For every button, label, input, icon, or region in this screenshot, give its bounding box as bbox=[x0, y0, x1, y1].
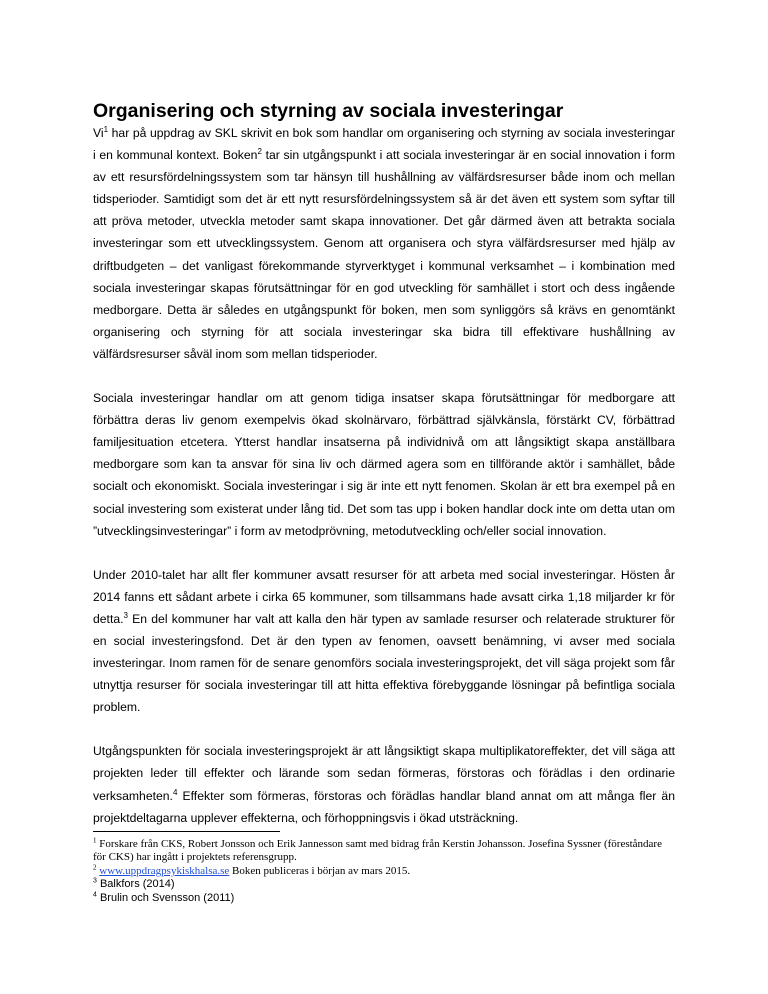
footnote-1 bbox=[93, 838, 675, 865]
footnote-2 bbox=[93, 865, 675, 878]
footnote-number: 2 bbox=[93, 863, 97, 872]
footnote-text: Brulin och Svensson (2011) bbox=[99, 891, 235, 904]
paragraph-text: har på uppdrag av SKL skrivit en bok som handlar om organisering och styrning av sociala investeringar i en kommunal kontext. Boken bbox=[93, 126, 675, 163]
footnote-number: 3 bbox=[93, 877, 97, 885]
paragraph-text: Under 2010-talet har allt fler kommuner avsatt resurser för att arbeta med social investeringar. Hösten år 2014 fanns ett sådant arbete i cirka 65 kommuner, som tillsammans hade avsatt cirka 1,18 miljarder kr för detta. bbox=[93, 567, 675, 626]
footnote-ref-2: 2 bbox=[257, 147, 262, 157]
paragraph-text: Vi bbox=[93, 126, 104, 140]
footnotes-section bbox=[93, 831, 675, 905]
paragraph-text: En del kommuner har valt att kalla den här typen av samlade resurser och relaterade strukturer för en social investeringsfond. Det är den typen av fenomen, oavsett benämning, vi avser med sociala investeringar. Inom ramen för de senare genomförs sociala investeringsprojekt, det vill säga projekt som får utnyttja resurser för sociala investeringar till att hitta effektiva förebyggande lösningar på befintliga sociala problem. bbox=[93, 611, 675, 715]
footnote-divider bbox=[93, 831, 280, 832]
paragraph-4 bbox=[93, 740, 675, 828]
footnote-ref-3: 3 bbox=[123, 610, 128, 620]
footnote-3 bbox=[93, 878, 675, 891]
paragraph-2: Sociala investeringar handlar om att genom tidiga insatser skapa förutsättningar för medborgare att förbättra deras liv genom exempelvis ökad skolnärvaro, förbättrad självkänsla, förstärkt CV, förbättrad familjesituation etcetera. Ytterst handlar insatserna på individnivå om att långsiktigt skapa anställbara medborgare som kan ta ansvar för sina liv och därmed agera som en tillförande aktör i samhället, både socialt och ekonomiskt. Sociala investeringar i sig är inte ett nytt fenomen. Skolan är ett bra exempel på en social investering som existerat under lång tid. Det som tas upp i boken handlar dock inte om detta utan om ”utvecklingsinvesteringar” i form av metodprövning, metodutveckling och/eller social innovation. bbox=[93, 391, 675, 538]
footnote-4 bbox=[93, 892, 675, 905]
footnote-number: 1 bbox=[93, 836, 97, 845]
paragraph-text: tar sin utgångspunkt i att sociala investeringar är en social innovation i form av ett resursfördelningssystem som tar hänsyn till hushållning av välfärdsresurser både inom och mellan tidsperioder. Samtidigt som det är ett nytt resursfördelningssystem så är det även ett system som syftar till att pröva metoder, utveckla metoder samt skapa innovationer. Det går därmed även att betrakta sociala investeringar som ett utvecklingssystem. Genom att organisera och styra välfärdsresurser med hjälp av driftbudgeten – det vanligast förekommande styrverktyget i kommunal verksamhet – i kombination med sociala investeringar skapas förutsättningar för en god utveckling för samhället i stort och dess ingående medborgare. Detta är således en utgångspunkt för boken, men som synliggörs så krävs en genomtänkt organisering och styrning för att sociala investeringar ska bidra till effektivare hushållning av välfärdsresurser såväl inom som mellan tidsperioder. bbox=[93, 148, 675, 361]
paragraph-1 bbox=[93, 122, 675, 365]
footnote-link[interactable]: www.uppdragpsykiskhalsa.se bbox=[99, 864, 230, 877]
footnote-text: Boken publiceras i början av mars 2015. bbox=[229, 864, 411, 877]
document-body bbox=[93, 100, 675, 851]
paragraph-3 bbox=[93, 564, 675, 719]
paragraph-text: Effekter som förmeras, förstoras och förädlas handlar bland annat om att många fler än projektdeltagarna upplever effekterna, och förhoppningsvis i ökad utsträckning. bbox=[93, 788, 675, 825]
footnote-ref-4: 4 bbox=[172, 787, 178, 797]
footnote-text: Balkfors (2014) bbox=[99, 878, 175, 891]
footnote-number: 4 bbox=[93, 890, 97, 898]
document-title: Organisering och styrning av sociala investeringar bbox=[93, 100, 564, 122]
footnote-ref-1: 1 bbox=[103, 124, 109, 134]
paragraph-text: Utgångspunkten för sociala investeringsprojekt är att långsiktigt skapa multiplikatoreffekter, det vill säga att projekten leder till effekter och lärande som sedan förmeras, förstoras och förädlas i den ordinarie verksamheten. bbox=[93, 744, 675, 803]
footnote-text: Forskare från CKS, Robert Jonsson och Erik Jannesson samt med bidrag från Kerstin Johansson. Josefina Syssner (föreståndare för CKS) har ingått i projektets referensgrupp. bbox=[93, 838, 662, 864]
